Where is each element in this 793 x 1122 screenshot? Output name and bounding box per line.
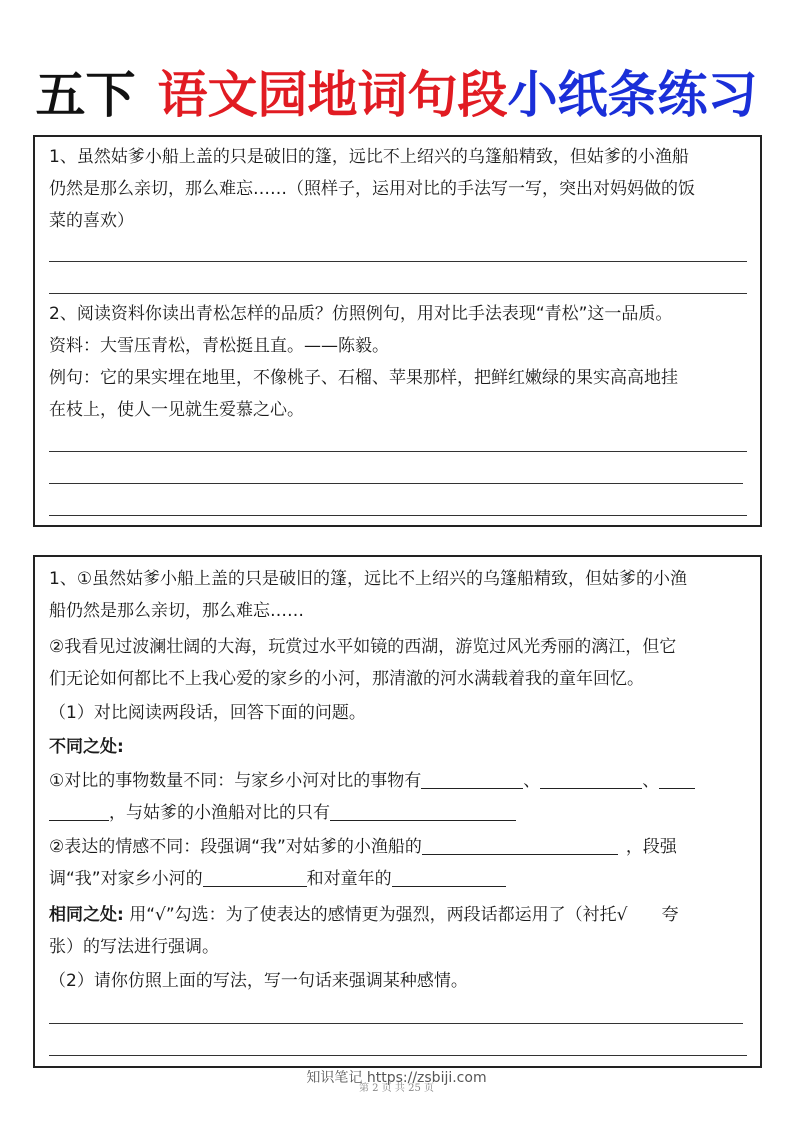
blank-field[interactable] [203, 866, 307, 887]
answer-line[interactable] [49, 451, 747, 452]
diff1-text: ①对比的事物数量不同：与家乡小河对比的事物有 [49, 771, 422, 791]
q2-line-4: 在枝上，使人一见就生爱慕之心。 [49, 400, 304, 420]
blank-field[interactable] [330, 800, 516, 821]
separator: 、 [523, 771, 541, 791]
diff1-line-2 [49, 797, 749, 829]
sub-question-1: （1）对比阅读两段话，回答下面的问题。 [49, 703, 366, 723]
q1-line-3: 菜的喜欢） [49, 211, 134, 231]
p2-line-1: ②我看见过波澜壮阔的大海，玩赏过水平如镜的西湖，游览过风光秀丽的漓江，但它 [49, 637, 677, 657]
diff2-line-1 [49, 831, 749, 863]
similarity-text-b: 夸 [661, 905, 679, 925]
p2-line-2: 们无论如何都比不上我心爱的家乡的小河，那清澈的河水满载着我的童年回忆。 [49, 669, 644, 689]
blank-field[interactable] [422, 834, 618, 855]
diff2-text-c: 调“我”对家乡小河的 [49, 869, 203, 889]
sub-question-2: （2）请你仿照上面的写法，写一句话来强调某种感情。 [49, 971, 468, 991]
page-title [0, 60, 793, 130]
title-topic: 语文园地词句段 [157, 66, 508, 124]
q2-line-1: 2、阅读资料你读出青松怎样的品质？仿照例句，用对比手法表现“青松”这一品质。 [49, 304, 673, 324]
title-grade: 五下 [35, 66, 136, 124]
similarity-label: 相同之处: [49, 905, 124, 925]
blank-field[interactable] [659, 768, 695, 789]
blank-field[interactable] [540, 768, 642, 789]
same-line-2: 张）的写法进行强调。 [49, 937, 219, 957]
differences-label: 不同之处: [49, 737, 124, 757]
blank-field[interactable] [392, 866, 506, 887]
diff2-text-b: ，段强 [625, 837, 677, 857]
p1-line-2: 船仍然是那么亲切，那么难忘…… [49, 601, 304, 621]
q1-line-1: 1、虽然姑爹小船上盖的只是破旧的篷，远比不上绍兴的乌篷船精致，但姑爹的小渔船 [49, 147, 689, 167]
page-number: 第 2 页 共 25 页 [359, 1083, 434, 1094]
q2-line-3: 例句：它的果实埋在地里，不像桃子、石榴、苹果那样，把鲜红嫩绿的果实高高地挂 [49, 368, 678, 388]
exercise-box-1 [33, 135, 762, 527]
answer-line[interactable] [49, 1023, 743, 1024]
q1-line-2: 仍然是那么亲切，那么难忘……（照样子，运用对比的手法写一写，突出对妈妈做的饭 [49, 179, 695, 199]
title-type: 小纸条练习 [507, 66, 758, 124]
source-watermark: 知识笔记 https://zsbiji.com [306, 1070, 487, 1086]
blank-field[interactable] [49, 800, 109, 821]
diff1-text-b: ，与姑爹的小渔船对比的只有 [109, 803, 330, 823]
answer-line[interactable] [49, 293, 747, 294]
answer-line[interactable] [49, 261, 747, 262]
separator: 、 [642, 771, 660, 791]
exercise-box-2 [33, 555, 762, 1068]
same-line-1 [49, 899, 749, 931]
p1-line-1: 1、①虽然姑爹小船上盖的只是破旧的篷，远比不上绍兴的乌篷船精致，但姑爹的小渔 [49, 569, 688, 589]
answer-line[interactable] [49, 483, 743, 484]
answer-line[interactable] [49, 515, 747, 516]
answer-line[interactable] [49, 1055, 747, 1056]
diff2-line-2 [49, 863, 749, 895]
diff2-text: ②表达的情感不同：段强调“我”对姑爹的小渔船的 [49, 837, 422, 857]
q2-line-2: 资料：大雪压青松，青松挺且直。——陈毅。 [49, 336, 389, 356]
similarity-text: 用“√”勾选：为了使表达的感情更为强烈，两段话都运用了（衬托√ [123, 905, 628, 925]
blank-field[interactable] [421, 768, 523, 789]
diff1-line-1 [49, 765, 749, 797]
diff2-text-d: 和对童年的 [306, 869, 392, 889]
